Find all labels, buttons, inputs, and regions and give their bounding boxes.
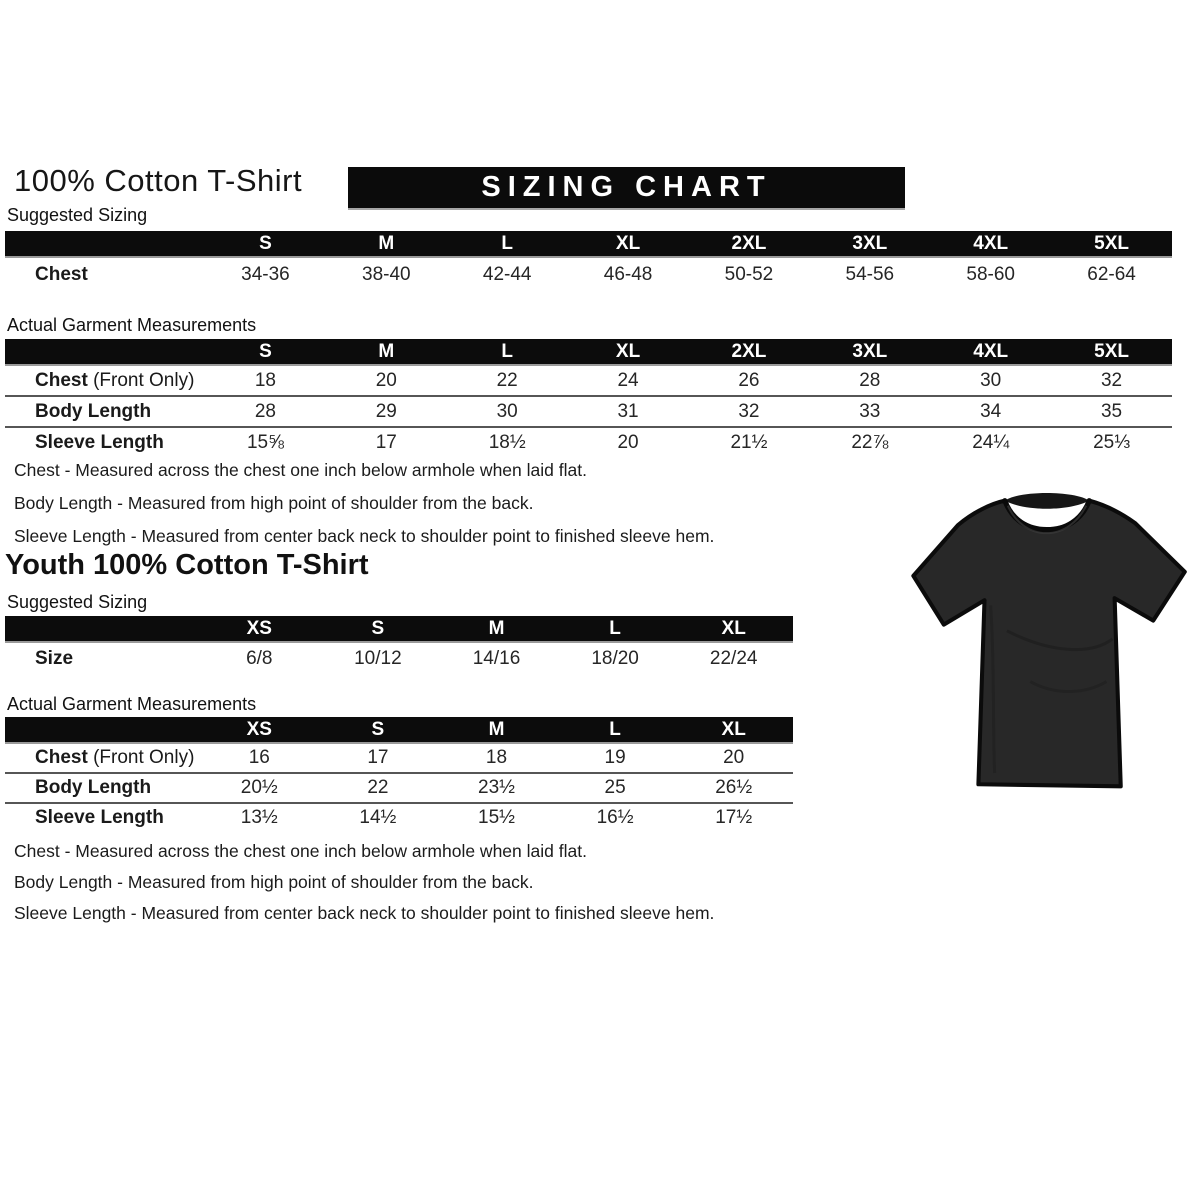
table-row-sleeve-length: [5, 802, 793, 832]
size-col-header: S: [259, 233, 272, 254]
youth-actual-label: Actual Garment Measurements: [7, 694, 257, 714]
table-cell: 15⅝: [246, 431, 284, 453]
row-label: Chest (Front Only): [35, 369, 195, 391]
table-cell: 18: [485, 747, 508, 768]
table-cell: 30: [496, 400, 518, 422]
table-cell: 33: [859, 400, 881, 422]
table-cell: 17: [367, 747, 389, 768]
row-label: Sleeve Length: [35, 431, 164, 453]
table-row-chest-front-only: [5, 744, 793, 772]
page-title: 100% Cotton T-Shirt: [14, 163, 303, 198]
table-cell: 6/8: [246, 647, 273, 669]
size-col-header: M: [378, 341, 395, 362]
banner-text: SIZING CHART: [481, 171, 772, 203]
table-cell: 19: [604, 747, 626, 768]
table-header-row: [5, 339, 1172, 366]
table-cell: 50-52: [724, 263, 774, 285]
table-cell: 17½: [715, 807, 753, 828]
table-cell: 58-60: [966, 263, 1015, 285]
size-col-header: L: [609, 618, 621, 639]
note-sleeve-length: Sleeve Length - Measured from center back neck to shoulder point to finished sleeve hem.: [14, 903, 715, 923]
size-col-header: 4XL: [973, 341, 1009, 362]
table-cell: 26: [738, 369, 760, 391]
table-cell: 28: [859, 369, 881, 391]
table-cell: 14/16: [472, 647, 521, 669]
size-col-header: 5XL: [1094, 233, 1129, 254]
table-cell: 20: [617, 431, 639, 453]
size-col-header: 3XL: [852, 233, 888, 254]
table-cell: 16: [248, 747, 270, 768]
table-cell: 35: [1100, 400, 1123, 422]
table-cell: 25⅓: [1093, 431, 1131, 453]
row-label: Sleeve Length: [35, 807, 164, 828]
youth-actual-table: [5, 717, 793, 832]
black-tshirt-image: [893, 476, 1198, 816]
table-cell: 21½: [730, 431, 768, 453]
size-col-header: 2XL: [731, 233, 767, 254]
size-col-header: S: [371, 618, 385, 639]
size-col-header: L: [501, 233, 513, 254]
size-col-header: 4XL: [973, 233, 1009, 254]
table-cell: 46-48: [603, 263, 653, 285]
adult-actual-label: Actual Garment Measurements: [7, 315, 257, 335]
table-cell: 24¼: [972, 431, 1010, 453]
table-cell: 13½: [240, 807, 278, 828]
youth-suggested-table: [5, 616, 793, 674]
row-label: Chest (Front Only): [35, 747, 195, 768]
size-col-header: XL: [721, 719, 746, 740]
size-col-header: M: [488, 618, 505, 639]
table-cell: 26½: [715, 777, 753, 798]
table-cell: 18: [254, 369, 276, 391]
adult-suggested-table: [5, 231, 1172, 291]
table-cell: 32: [738, 400, 760, 422]
adult-actual-table: [5, 339, 1172, 457]
table-cell: 20: [723, 747, 745, 768]
size-col-header: XS: [246, 618, 272, 639]
size-col-header: XL: [721, 618, 746, 639]
table-row-body-length: [5, 772, 793, 802]
size-col-header: 3XL: [852, 341, 888, 362]
row-label: Body Length: [35, 400, 152, 422]
table-cell: 42-44: [482, 263, 532, 285]
youth-section-title: Youth 100% Cotton T-Shirt: [5, 549, 369, 581]
table-cell: 10/12: [354, 647, 402, 669]
table-cell: 29: [375, 400, 397, 422]
table-header-row: [5, 616, 793, 643]
table-cell: 31: [617, 400, 639, 422]
adult-measurement-notes: [14, 460, 714, 559]
table-cell: 22⅞: [851, 431, 889, 453]
size-col-header: M: [488, 719, 505, 740]
table-header-row: [5, 717, 793, 744]
table-cell: 24: [617, 369, 639, 391]
note-chest: Chest - Measured across the chest one inch below armhole when laid flat.: [14, 460, 587, 480]
note-sleeve-length: Sleeve Length - Measured from center back neck to shoulder point to finished sleeve hem.: [14, 526, 715, 546]
table-cell: 18½: [488, 431, 526, 453]
row-label: Size: [35, 647, 74, 669]
size-col-header: XL: [615, 233, 641, 254]
row-label: Chest: [35, 263, 88, 285]
table-row-size: [5, 643, 793, 674]
table-header-row: [5, 231, 1172, 258]
youth-measurement-notes: [14, 841, 714, 934]
size-col-header: 5XL: [1094, 341, 1129, 362]
table-cell: 30: [980, 369, 1002, 391]
note-body-length: Body Length - Measured from high point of shoulder from the back.: [14, 493, 534, 513]
table-cell: 22: [496, 369, 518, 391]
youth-suggested-label: Suggested Sizing: [7, 592, 148, 612]
table-cell: 22: [367, 777, 389, 798]
table-cell: 38-40: [362, 263, 411, 285]
table-cell: 22/24: [709, 647, 758, 669]
table-cell: 20½: [240, 777, 278, 798]
table-cell: 54-56: [845, 263, 895, 285]
table-cell: 34-36: [241, 263, 290, 285]
table-cell: 16½: [596, 807, 634, 828]
table-row-chest-front-only: [5, 366, 1172, 395]
note-body-length: Body Length - Measured from high point of shoulder from the back.: [14, 872, 534, 892]
table-cell: 20: [375, 369, 397, 391]
table-cell: 15½: [478, 807, 515, 828]
table-cell: 23½: [478, 777, 515, 798]
size-col-header: XL: [615, 341, 641, 362]
size-col-header: 2XL: [731, 341, 767, 362]
table-cell: 32: [1100, 369, 1123, 391]
size-col-header: L: [609, 719, 621, 740]
table-row-body-length: [5, 395, 1172, 426]
table-row-sleeve-length: [5, 426, 1172, 457]
row-label: Body Length: [35, 777, 152, 798]
note-chest: Chest - Measured across the chest one inch below armhole when laid flat.: [14, 841, 587, 861]
size-col-header: M: [378, 233, 395, 254]
table-cell: 28: [254, 400, 276, 422]
table-cell: 17: [375, 431, 397, 453]
table-row-chest: [5, 258, 1172, 291]
table-cell: 25: [604, 777, 626, 798]
table-cell: 62-64: [1087, 263, 1136, 285]
table-cell: 14½: [359, 807, 397, 828]
table-cell: 18/20: [591, 647, 639, 669]
sizing-chart-banner: [348, 167, 905, 208]
adult-suggested-label: Suggested Sizing: [7, 205, 148, 225]
size-col-header: XS: [246, 719, 272, 740]
size-col-header: L: [501, 341, 513, 362]
table-cell: 34: [980, 400, 1002, 422]
size-col-header: S: [371, 719, 385, 740]
size-col-header: S: [259, 341, 272, 362]
